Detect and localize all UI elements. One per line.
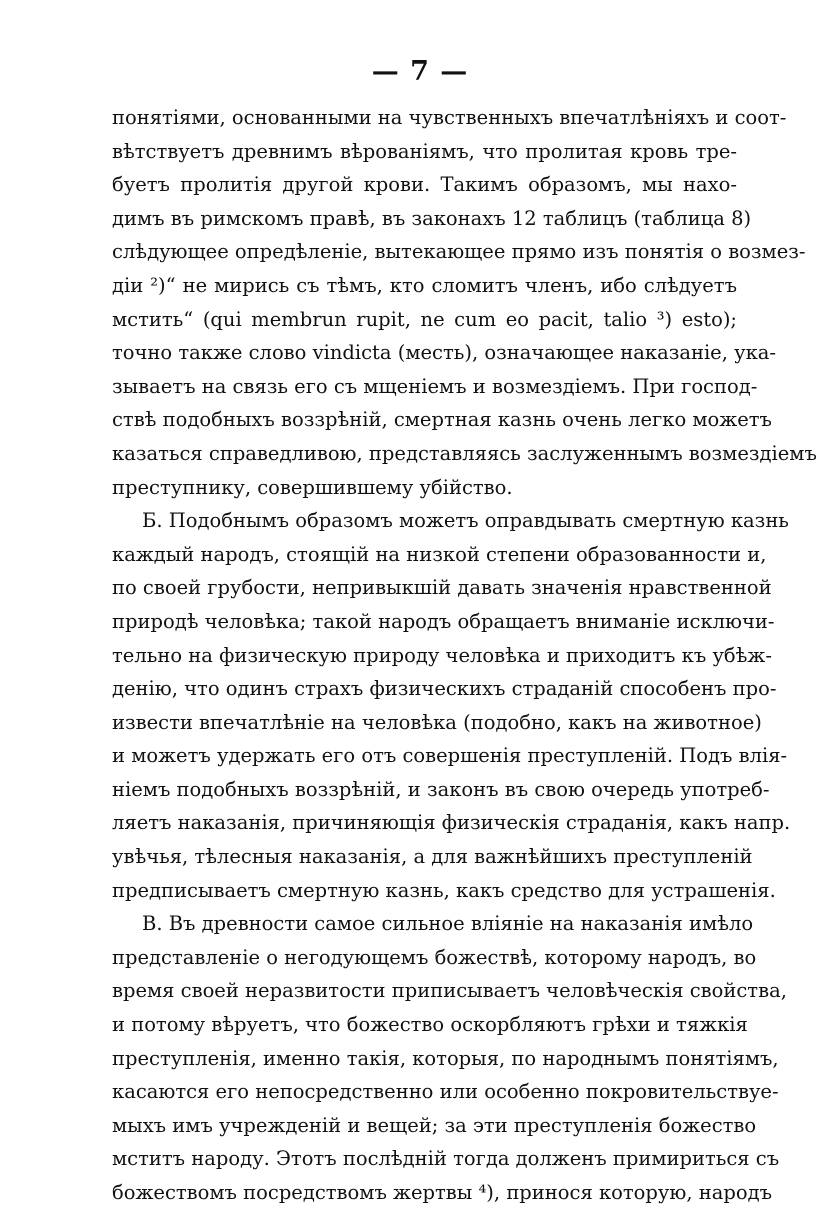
text-line: буетъ пролитія другой крови. Такимъ образомъ, мы нахо- bbox=[112, 173, 737, 197]
text-line: и можетъ удержать его отъ совершенія преступленій. Подъ влія- bbox=[112, 744, 788, 768]
text-line: В. Въ древности самое сильное вліяніе на наказанія имѣло bbox=[142, 912, 754, 936]
paragraph bbox=[112, 504, 791, 907]
paragraph bbox=[112, 101, 817, 504]
text-line: ствѣ подобныхъ воззрѣній, смертная казнь очень легко можетъ bbox=[112, 408, 772, 432]
text-line: время своей неразвитости приписываетъ человѣческія свойства, bbox=[112, 979, 787, 1003]
text-line: казаться справедливою, представляясь заслуженнымъ возмездіемъ bbox=[112, 441, 817, 465]
text-line: предписываетъ смертную казнь, какъ средство для устрашенія. bbox=[112, 878, 776, 902]
text-line: ляетъ наказанія, причиняющія физическія страданія, какъ напр. bbox=[112, 811, 791, 835]
text-line: преступленія, именно такія, которыя, по народнымъ понятіямъ, bbox=[112, 1046, 779, 1070]
text-line: Б. Подобнымъ образомъ можетъ оправдывать смертную казнь bbox=[142, 509, 789, 533]
text-line: мыхъ имъ учрежденій и вещей; за эти преступленія божество bbox=[112, 1113, 757, 1137]
text-line: и потому вѣруетъ, что божество оскорбляютъ грѣхи и тяжкія bbox=[112, 1013, 748, 1037]
text-line: слѣдующее опредѣленіе, вытекающее прямо изъ понятія о возмез- bbox=[112, 240, 806, 264]
text-line: извести впечатлѣніе на человѣка (подобно, какъ на животное) bbox=[112, 710, 762, 734]
text-line: діи ²)“ не мирись съ тѣмъ, кто сломитъ членъ, ибо слѣдуетъ bbox=[112, 273, 737, 297]
text-line: касаются его непосредственно или особенно покровительствуе- bbox=[112, 1080, 779, 1104]
text-line: понятіями, основанными на чувственныхъ впечатлѣніяхъ и соот- bbox=[112, 106, 787, 129]
text-line: мстить“ (qui membrun rupit, ne cum eo pacit, talio ³) esto); bbox=[112, 307, 737, 331]
text-line: вѣтствуетъ древнимъ вѣрованіямъ, что пролитая кровь тре- bbox=[112, 139, 737, 163]
text-line: каждый народъ, стоящій на низкой степени образованности и, bbox=[112, 542, 767, 566]
paragraph bbox=[112, 907, 787, 1209]
text-line: зываетъ на связь его съ мщеніемъ и возмездіемъ. При господ- bbox=[112, 374, 758, 398]
body-text bbox=[112, 101, 817, 1210]
text-line: по своей грубости, непривыкшій давать значенія нравственной bbox=[112, 576, 772, 600]
page-number: — 7 — bbox=[371, 56, 469, 87]
text-line: димъ въ римскомъ правѣ, въ законахъ 12 таблицъ (таблица 8) bbox=[112, 206, 752, 230]
text-line: тельно на физическую природу человѣка и приходитъ къ убѣж- bbox=[112, 643, 772, 667]
text-line: преступнику, совершившему убійство. bbox=[112, 475, 513, 499]
text-line: денію, что одинъ страхъ физическихъ страданій способенъ про- bbox=[112, 677, 777, 701]
text-line: природѣ человѣка; такой народъ обращаетъ вниманіе исключи- bbox=[112, 609, 775, 633]
text-line: божествомъ посредствомъ жертвы ⁴), принося которую, народъ bbox=[112, 1181, 772, 1204]
text-line: ніемъ подобныхъ воззрѣній, и законъ въ свою очередь употреб- bbox=[112, 777, 770, 801]
text-line: увѣчья, тѣлесныя наказанія, а для важнѣйшихъ преступленій bbox=[112, 845, 753, 869]
text-line: точно также слово vindicta (месть), означающее наказаніе, ука- bbox=[112, 341, 776, 365]
text-line: представленіе о негодующемъ божествѣ, которому народъ, во bbox=[112, 945, 757, 969]
text-line: мститъ народу. Этотъ послѣдній тогда долженъ примириться съ bbox=[112, 1147, 780, 1171]
